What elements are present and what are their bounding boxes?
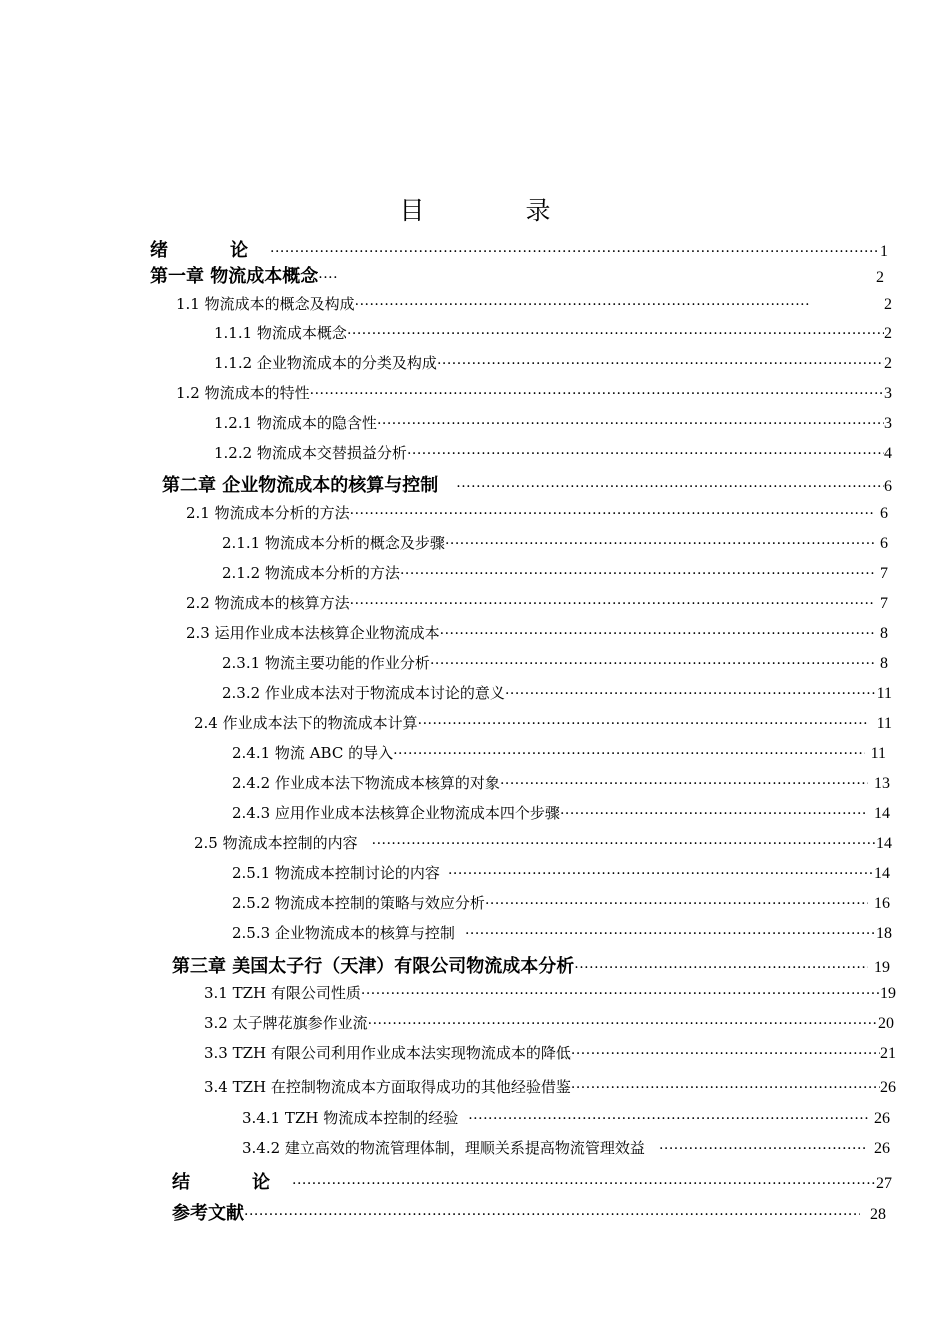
toc-leader-dots bbox=[440, 626, 874, 642]
toc-entry-page: 19 bbox=[880, 985, 896, 1002]
toc-entry-page: 14 bbox=[874, 865, 890, 882]
toc-entry-text: 结 论 bbox=[172, 1172, 292, 1193]
toc-entry-text: 2.3 运用作业成本法核算企业物流成本 bbox=[186, 624, 440, 642]
toc-entry-text: 3.4.2 建立高效的物流管理体制，理顺关系提高物流管理效益 bbox=[242, 1139, 645, 1157]
toc-leader-dots bbox=[270, 244, 880, 260]
toc-entry-page: 11 bbox=[876, 685, 892, 702]
toc-entry-text: 3.4 TZH 在控制物流成本方面取得成功的其他经验借鉴 bbox=[204, 1078, 571, 1096]
toc-entry-text: 1.2 物流成本的特性 bbox=[176, 384, 310, 402]
toc-leader-dots bbox=[350, 506, 874, 522]
toc-entry-page: 16 bbox=[874, 895, 890, 912]
toc-leader-dots bbox=[448, 866, 874, 882]
toc-leader-dots bbox=[361, 986, 880, 1002]
toc-entry-page: 13 bbox=[874, 775, 890, 792]
toc-leader-dots bbox=[560, 806, 868, 822]
toc-entry-intro[interactable] bbox=[150, 236, 888, 260]
toc-entry-2-5-1[interactable] bbox=[232, 862, 890, 886]
toc-entry-text: 1.2.2 物流成本交替损益分析 bbox=[214, 444, 407, 462]
toc-entry-text: 2.1 物流成本分析的方法 bbox=[186, 504, 350, 522]
toc-entry-page: 4 bbox=[884, 445, 892, 462]
toc-leader-dots bbox=[310, 386, 884, 402]
toc-entry-3-2[interactable] bbox=[204, 1012, 894, 1036]
toc-entry-text: 2.5.2 物流成本控制的策略与效应分析 bbox=[232, 894, 485, 912]
toc-leader-dots bbox=[430, 656, 874, 672]
toc-entry-page: 20 bbox=[878, 1015, 894, 1032]
toc-leader-dots bbox=[393, 746, 865, 762]
toc-entry-1-2-1[interactable] bbox=[214, 412, 892, 436]
toc-entry-text: 第二章 企业物流成本的核算与控制 bbox=[162, 475, 439, 496]
toc-leader-dots bbox=[468, 1111, 868, 1127]
toc-title: 目 录 bbox=[399, 196, 589, 225]
toc-leader-dots bbox=[571, 1080, 880, 1096]
toc-entry-2-1[interactable] bbox=[186, 502, 888, 526]
toc-entry-page: 18 bbox=[876, 925, 892, 942]
toc-entry-text: 2.4.2 作业成本法下物流成本核算的对象 bbox=[232, 774, 500, 792]
toc-leader-dots bbox=[437, 356, 884, 372]
toc-entry-page: 28 bbox=[870, 1206, 886, 1223]
toc-entry-2-1-1[interactable] bbox=[222, 532, 888, 556]
toc-entry-page: 26 bbox=[880, 1079, 896, 1096]
toc-entry-1-2-2[interactable] bbox=[214, 442, 892, 466]
toc-entry-page: 11 bbox=[870, 745, 886, 762]
toc-entry-3-4[interactable] bbox=[204, 1076, 896, 1100]
toc-leader-dots bbox=[445, 536, 874, 552]
toc-leader-dots bbox=[350, 596, 874, 612]
toc-entry-text: 参考文献 bbox=[172, 1203, 244, 1224]
toc-entry-page: 7 bbox=[880, 595, 888, 612]
toc-entry-page: 1 bbox=[880, 243, 888, 260]
toc-leader-dots bbox=[318, 270, 338, 286]
toc-entry-2-4-1[interactable] bbox=[232, 742, 886, 766]
toc-entry-page: 6 bbox=[880, 505, 888, 522]
toc-entry-2-1-2[interactable] bbox=[222, 562, 888, 586]
toc-entry-page: 27 bbox=[876, 1175, 892, 1192]
toc-entry-1-1-1[interactable] bbox=[214, 322, 892, 346]
toc-entry-1-2[interactable] bbox=[176, 382, 892, 406]
toc-leader-dots bbox=[418, 716, 869, 732]
toc-leader-dots bbox=[368, 1016, 878, 1032]
toc-entry-page: 3 bbox=[884, 415, 892, 432]
toc-leader-dots bbox=[244, 1207, 860, 1223]
toc-leader-dots bbox=[347, 326, 884, 342]
toc-entry-2-5[interactable] bbox=[194, 832, 892, 856]
toc-leader-dots bbox=[659, 1141, 868, 1157]
toc-entry-text: 1.1.1 物流成本概念 bbox=[214, 324, 347, 342]
toc-entry-text: 2.5.3 企业物流成本的核算与控制 bbox=[232, 924, 455, 942]
toc-entry-page: 26 bbox=[874, 1110, 890, 1127]
toc-entry-text: 2.3.2 作业成本法对于物流成本讨论的意义 bbox=[222, 684, 505, 702]
toc-leader-dots bbox=[355, 297, 811, 313]
toc-entry-1-1[interactable] bbox=[176, 293, 892, 317]
toc-entry-3-4-1[interactable] bbox=[242, 1107, 890, 1131]
toc-entry-conclusion[interactable] bbox=[172, 1168, 892, 1192]
toc-entry-2-5-3[interactable] bbox=[232, 922, 892, 946]
toc-entry-references[interactable] bbox=[172, 1199, 886, 1223]
toc-entry-text: 2.4.1 物流 ABC 的导入 bbox=[232, 744, 394, 762]
toc-entry-2-4-3[interactable] bbox=[232, 802, 890, 826]
toc-entry-2-4-2[interactable] bbox=[232, 772, 890, 796]
toc-entry-page: 14 bbox=[874, 805, 890, 822]
toc-entry-page: 8 bbox=[880, 625, 888, 642]
toc-entry-2-3-1[interactable] bbox=[222, 652, 888, 676]
toc-entry-chapter-1[interactable] bbox=[150, 262, 884, 286]
toc-entry-page: 19 bbox=[874, 959, 890, 976]
toc-entry-3-4-2[interactable] bbox=[242, 1137, 890, 1161]
toc-entry-page: 26 bbox=[874, 1140, 890, 1157]
toc-leader-dots bbox=[377, 416, 884, 432]
toc-entry-text: 1.2.1 物流成本的隐含性 bbox=[214, 414, 377, 432]
toc-leader-dots bbox=[372, 836, 876, 852]
toc-entry-text: 2.5 物流成本控制的内容 bbox=[194, 834, 358, 852]
toc-entry-text: 2.1.2 物流成本分析的方法 bbox=[222, 564, 400, 582]
toc-entry-chapter-3[interactable] bbox=[172, 952, 890, 976]
toc-entry-text: 第一章 物流成本概念 bbox=[150, 266, 319, 287]
toc-entry-2-4[interactable] bbox=[194, 712, 892, 736]
toc-entry-page: 2 bbox=[876, 269, 884, 286]
toc-entry-text: 3.1 TZH 有限公司性质 bbox=[204, 984, 361, 1002]
toc-leader-dots bbox=[400, 566, 874, 582]
toc-entry-page: 2 bbox=[884, 325, 892, 342]
toc-entry-text: 3.4.1 TZH 物流成本控制的经验 bbox=[242, 1109, 459, 1127]
toc-entry-page: 8 bbox=[880, 655, 888, 672]
toc-entry-text: 2.4.3 应用作业成本法核算企业物流成本四个步骤 bbox=[232, 804, 560, 822]
toc-leader-dots bbox=[574, 960, 868, 976]
toc-entry-text: 2.5.1 物流成本控制讨论的内容 bbox=[232, 864, 440, 882]
toc-leader-dots bbox=[292, 1176, 876, 1192]
toc-entry-page: 6 bbox=[880, 535, 888, 552]
toc-leader-dots bbox=[571, 1046, 880, 1062]
toc-entry-page: 14 bbox=[876, 835, 892, 852]
toc-entry-text: 2.2 物流成本的核算方法 bbox=[186, 594, 350, 612]
toc-entry-2-5-2[interactable] bbox=[232, 892, 890, 916]
toc-entry-page: 3 bbox=[884, 385, 892, 402]
toc-entry-page: 2 bbox=[884, 355, 892, 372]
toc-entry-page: 11 bbox=[876, 715, 892, 732]
toc-leader-dots bbox=[485, 896, 868, 912]
toc-entry-page: 6 bbox=[884, 478, 892, 495]
toc-leader-dots bbox=[407, 446, 884, 462]
toc-entry-2-3[interactable] bbox=[186, 622, 888, 646]
toc-entry-text: 2.1.1 物流成本分析的概念及步骤 bbox=[222, 534, 445, 552]
toc-entry-2-3-2[interactable] bbox=[222, 682, 892, 706]
toc-entry-text: 第三章 美国太子行（天津）有限公司物流成本分析 bbox=[172, 956, 575, 977]
toc-entry-page: 21 bbox=[880, 1045, 896, 1062]
toc-entry-text: 2.4 作业成本法下的物流成本计算 bbox=[194, 714, 418, 732]
toc-entry-text: 3.3 TZH 有限公司利用作业成本法实现物流成本的降低 bbox=[204, 1044, 571, 1062]
toc-leader-dots bbox=[456, 479, 884, 495]
toc-leader-dots bbox=[465, 926, 876, 942]
toc-entry-text: 3.2 太子牌花旗参作业流 bbox=[204, 1014, 368, 1032]
toc-leader-dots bbox=[500, 776, 868, 792]
toc-entry-text: 2.3.1 物流主要功能的作业分析 bbox=[222, 654, 430, 672]
toc-entry-3-1[interactable] bbox=[204, 982, 896, 1006]
toc-entry-2-2[interactable] bbox=[186, 592, 888, 616]
toc-entry-1-1-2[interactable] bbox=[214, 352, 892, 376]
toc-entry-text: 绪 论 bbox=[150, 240, 270, 261]
toc-entry-3-3[interactable] bbox=[204, 1042, 896, 1066]
toc-leader-dots bbox=[505, 686, 877, 702]
toc-entry-page: 7 bbox=[880, 565, 888, 582]
toc-entry-page: 2 bbox=[884, 296, 892, 313]
toc-entry-text: 1.1 物流成本的概念及构成 bbox=[176, 295, 355, 313]
toc-entry-chapter-2[interactable] bbox=[162, 471, 892, 495]
toc-entry-text: 1.1.2 企业物流成本的分类及构成 bbox=[214, 354, 437, 372]
